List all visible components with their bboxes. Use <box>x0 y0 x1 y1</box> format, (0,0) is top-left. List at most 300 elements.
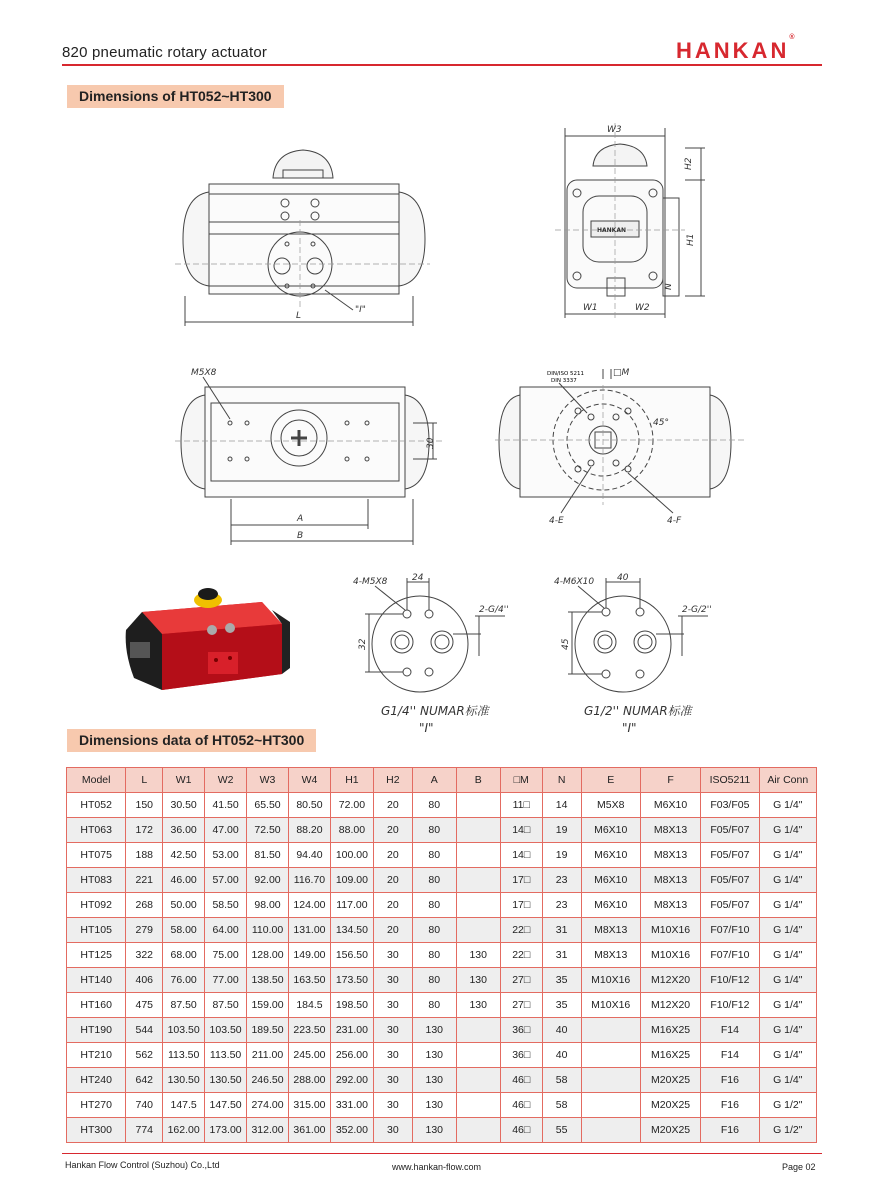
table-cell: G 1/2" <box>759 1118 816 1143</box>
table-cell: 20 <box>373 868 412 893</box>
table-cell: 80 <box>412 993 456 1018</box>
dim-a-label: A <box>297 514 304 524</box>
table-cell: 19 <box>542 843 581 868</box>
table-cell: 274.00 <box>247 1093 289 1118</box>
col-header: A <box>412 768 456 793</box>
right-port-label: 2-G/2'' <box>682 605 712 615</box>
table-cell: 130 <box>412 1018 456 1043</box>
table-cell: HT092 <box>67 893 126 918</box>
table-cell: M8X13 <box>581 918 640 943</box>
table-cell: 80 <box>412 843 456 868</box>
table-cell: HT052 <box>67 793 126 818</box>
table-cell <box>581 1043 640 1068</box>
col-header: E <box>581 768 640 793</box>
table-cell: HT063 <box>67 818 126 843</box>
table-cell: 98.00 <box>247 893 289 918</box>
left-thread-label: 4-M5X8 <box>353 577 388 587</box>
table-cell: 30.50 <box>163 793 205 818</box>
table-cell: 22□ <box>500 943 542 968</box>
top-view-drawing <box>175 365 445 550</box>
col-header: W2 <box>205 768 247 793</box>
table-cell: 774 <box>126 1118 163 1143</box>
product-photo <box>122 582 292 702</box>
left-port-label: 2-G/4'' <box>479 605 509 615</box>
table-cell: 352.00 <box>330 1118 373 1143</box>
col-header: W4 <box>288 768 330 793</box>
table-cell: 100.00 <box>330 843 373 868</box>
table-cell: M6X10 <box>581 843 640 868</box>
front-view-drawing <box>175 140 430 330</box>
table-row <box>67 893 817 918</box>
table-cell: 31 <box>542 918 581 943</box>
hole-4f-label: 4-F <box>667 516 682 526</box>
table-cell: 58.00 <box>163 918 205 943</box>
table-cell: 288.00 <box>288 1068 330 1093</box>
table-cell: 64.00 <box>205 918 247 943</box>
right-height-label: 45 <box>561 638 571 650</box>
table-cell: 46□ <box>500 1118 542 1143</box>
table-cell: 256.00 <box>330 1043 373 1068</box>
col-header: Air Conn <box>759 768 816 793</box>
dimensions-table <box>66 767 817 1143</box>
col-header: N <box>542 768 581 793</box>
detail-i-half-inch <box>548 572 728 742</box>
table-cell: 562 <box>126 1043 163 1068</box>
table-row <box>67 968 817 993</box>
table-cell: 68.00 <box>163 943 205 968</box>
table-cell: F14 <box>701 1043 759 1068</box>
table-cell: 172 <box>126 818 163 843</box>
table-row <box>67 918 817 943</box>
table-cell: 103.50 <box>163 1018 205 1043</box>
table-cell: M12X20 <box>640 968 700 993</box>
table-cell: M8X13 <box>640 868 700 893</box>
col-header: L <box>126 768 163 793</box>
table-cell: M8X13 <box>640 893 700 918</box>
table-cell: 94.40 <box>288 843 330 868</box>
table-cell: G 1/4" <box>759 893 816 918</box>
table-cell: F05/F07 <box>701 818 759 843</box>
dim-b-label: B <box>297 531 304 541</box>
table-cell: 188 <box>126 843 163 868</box>
table-cell: 36□ <box>500 1043 542 1068</box>
table-cell: F03/F05 <box>701 793 759 818</box>
table-cell: 46.00 <box>163 868 205 893</box>
table-cell: G 1/4" <box>759 843 816 868</box>
section-label-data: Dimensions data of HT052~HT300 <box>67 729 316 752</box>
table-cell: 57.00 <box>205 868 247 893</box>
table-cell: 80 <box>412 918 456 943</box>
table-cell: 113.50 <box>205 1043 247 1068</box>
table-row <box>67 1018 817 1043</box>
table-cell: 88.20 <box>288 818 330 843</box>
table-cell: 147.50 <box>205 1093 247 1118</box>
table-cell: 53.00 <box>205 843 247 868</box>
table-cell: 17□ <box>500 868 542 893</box>
hole-4e-label: 4-E <box>549 516 564 526</box>
table-cell: 88.00 <box>330 818 373 843</box>
table-cell <box>456 868 500 893</box>
table-cell <box>456 843 500 868</box>
table-cell: 159.00 <box>247 993 289 1018</box>
table-cell: 130.50 <box>163 1068 205 1093</box>
angle-45-label: 45° <box>653 418 669 428</box>
table-cell: 134.50 <box>330 918 373 943</box>
table-cell: 14 <box>542 793 581 818</box>
table-cell: 75.00 <box>205 943 247 968</box>
table-cell: 156.50 <box>330 943 373 968</box>
nameplate-brand: HANKAN <box>597 227 627 234</box>
table-cell: 58 <box>542 1068 581 1093</box>
table-cell: 30 <box>373 1068 412 1093</box>
col-header: Model <box>67 768 126 793</box>
table-cell: 322 <box>126 943 163 968</box>
footer-company: Hankan Flow Control (Suzhou) Co.,Ltd <box>65 1160 220 1170</box>
table-cell: 17□ <box>500 893 542 918</box>
table-cell: 130 <box>456 943 500 968</box>
table-cell: HT140 <box>67 968 126 993</box>
table-cell: HT210 <box>67 1043 126 1068</box>
table-cell: 27□ <box>500 968 542 993</box>
table-cell: 30 <box>373 1018 412 1043</box>
left-caption: G1/4'' NUMAR标准 <box>381 704 489 718</box>
table-cell: 130 <box>456 968 500 993</box>
table-cell: 315.00 <box>288 1093 330 1118</box>
table-cell: HT240 <box>67 1068 126 1093</box>
table-cell: 130.50 <box>205 1068 247 1093</box>
dim-h2-label: H2 <box>684 157 694 170</box>
table-cell <box>456 1118 500 1143</box>
table-cell: HT075 <box>67 843 126 868</box>
table-cell: G 1/4" <box>759 1068 816 1093</box>
table-cell: 23 <box>542 893 581 918</box>
table-cell: F10/F12 <box>701 968 759 993</box>
table-cell: 42.50 <box>163 843 205 868</box>
table-cell: 31 <box>542 943 581 968</box>
table-cell: 35 <box>542 968 581 993</box>
registered-mark: ® <box>789 34 795 41</box>
table-cell: M16X25 <box>640 1018 700 1043</box>
dim-n-label: N <box>664 283 674 290</box>
table-cell: 36□ <box>500 1018 542 1043</box>
table-cell: 81.50 <box>247 843 289 868</box>
table-cell: 361.00 <box>288 1118 330 1143</box>
logo-text: HANKAN <box>676 38 790 63</box>
table-cell: 198.50 <box>330 993 373 1018</box>
din3337-label: DIN 3337 <box>551 378 577 384</box>
table-cell <box>581 1018 640 1043</box>
table-cell: M5X8 <box>581 793 640 818</box>
din-iso-label: DIN/ISO 5211 <box>547 371 585 377</box>
table-cell: 149.00 <box>288 943 330 968</box>
table-cell: M10X16 <box>581 968 640 993</box>
table-cell <box>456 818 500 843</box>
table-cell: 80 <box>412 868 456 893</box>
table-cell: HT083 <box>67 868 126 893</box>
table-cell: HT105 <box>67 918 126 943</box>
table-cell: F16 <box>701 1068 759 1093</box>
table-cell <box>456 918 500 943</box>
col-header: H2 <box>373 768 412 793</box>
right-thread-label: 4-M6X10 <box>554 577 595 587</box>
table-cell <box>456 1018 500 1043</box>
left-width-label: 24 <box>412 573 424 583</box>
table-cell: 46□ <box>500 1093 542 1118</box>
table-cell: M8X13 <box>581 943 640 968</box>
table-cell: G 1/2" <box>759 1093 816 1118</box>
table-cell: 130 <box>412 1093 456 1118</box>
table-cell: G 1/4" <box>759 1018 816 1043</box>
table-cell: F16 <box>701 1093 759 1118</box>
table-cell: 87.50 <box>163 993 205 1018</box>
table-cell: 20 <box>373 843 412 868</box>
table-cell: 184.5 <box>288 993 330 1018</box>
table-cell: HT300 <box>67 1118 126 1143</box>
table-cell: 292.00 <box>330 1068 373 1093</box>
table-cell: 113.50 <box>163 1043 205 1068</box>
table-cell: 41.50 <box>205 793 247 818</box>
table-cell: M20X25 <box>640 1068 700 1093</box>
table-cell: 27□ <box>500 993 542 1018</box>
table-cell: 35 <box>542 993 581 1018</box>
table-cell: M12X20 <box>640 993 700 1018</box>
table-cell: 138.50 <box>247 968 289 993</box>
table-cell: M10X16 <box>640 943 700 968</box>
table-cell: 131.00 <box>288 918 330 943</box>
table-cell: 77.00 <box>205 968 247 993</box>
table-cell: 50.00 <box>163 893 205 918</box>
table-cell: G 1/4" <box>759 793 816 818</box>
table-cell <box>581 1118 640 1143</box>
table-cell: 30 <box>373 943 412 968</box>
footer-divider <box>62 1153 822 1154</box>
table-cell: 268 <box>126 893 163 918</box>
table-cell: HT270 <box>67 1093 126 1118</box>
table-cell: 189.50 <box>247 1018 289 1043</box>
table-cell: 223.50 <box>288 1018 330 1043</box>
table-cell: 475 <box>126 993 163 1018</box>
table-cell: 162.00 <box>163 1118 205 1143</box>
detail-i-label: "I" <box>355 305 366 315</box>
col-header: □M <box>500 768 542 793</box>
table-cell: 173.50 <box>330 968 373 993</box>
left-height-label: 32 <box>358 638 368 650</box>
table-row <box>67 1093 817 1118</box>
table-cell: M20X25 <box>640 1118 700 1143</box>
table-cell: 331.00 <box>330 1093 373 1118</box>
table-cell: 19 <box>542 818 581 843</box>
table-cell: 80 <box>412 818 456 843</box>
table-cell: M16X25 <box>640 1043 700 1068</box>
table-cell: 80 <box>412 893 456 918</box>
table-cell: M6X10 <box>581 868 640 893</box>
footer-website[interactable]: www.hankan-flow.com <box>392 1162 482 1172</box>
detail-i-quarter-inch <box>345 572 525 742</box>
table-cell: F05/F07 <box>701 868 759 893</box>
thread-m5x8-label: M5X8 <box>191 368 217 378</box>
table-cell: M6X10 <box>581 818 640 843</box>
table-cell: 55 <box>542 1118 581 1143</box>
table-cell: 22□ <box>500 918 542 943</box>
dim-30-label: 30 <box>426 437 436 449</box>
table-cell: F07/F10 <box>701 943 759 968</box>
table-cell: 87.50 <box>205 993 247 1018</box>
table-cell: 211.00 <box>247 1043 289 1068</box>
side-view-drawing <box>555 118 715 323</box>
table-cell: M10X16 <box>640 918 700 943</box>
dim-w1-label: W1 <box>583 303 598 313</box>
table-cell: G 1/4" <box>759 868 816 893</box>
table-cell <box>456 893 500 918</box>
table-row <box>67 818 817 843</box>
table-cell: 11□ <box>500 793 542 818</box>
table-cell: G 1/4" <box>759 943 816 968</box>
table-cell: 30 <box>373 1118 412 1143</box>
table-row <box>67 1068 817 1093</box>
table-cell: G 1/4" <box>759 993 816 1018</box>
right-width-label: 40 <box>617 573 629 583</box>
table-cell: 40 <box>542 1043 581 1068</box>
table-cell: F16 <box>701 1118 759 1143</box>
table-cell: F14 <box>701 1018 759 1043</box>
table-row <box>67 868 817 893</box>
table-cell: 36.00 <box>163 818 205 843</box>
table-cell: 740 <box>126 1093 163 1118</box>
brand-logo <box>676 34 795 64</box>
table-cell: 80.50 <box>288 793 330 818</box>
table-cell: 147.5 <box>163 1093 205 1118</box>
table-cell: G 1/4" <box>759 818 816 843</box>
table-row <box>67 943 817 968</box>
table-cell: 150 <box>126 793 163 818</box>
table-cell: 14□ <box>500 843 542 868</box>
table-cell: 124.00 <box>288 893 330 918</box>
table-cell: 30 <box>373 1093 412 1118</box>
section-label-dimensions: Dimensions of HT052~HT300 <box>67 85 284 108</box>
table-cell: 130 <box>412 1068 456 1093</box>
table-cell: 30 <box>373 968 412 993</box>
table-cell: 23 <box>542 868 581 893</box>
table-cell: HT125 <box>67 943 126 968</box>
table-row <box>67 843 817 868</box>
right-sub-caption: "I" <box>622 721 637 735</box>
table-cell: G 1/4" <box>759 968 816 993</box>
right-caption: G1/2'' NUMAR标准 <box>584 704 692 718</box>
table-cell: 58 <box>542 1093 581 1118</box>
table-cell: 47.00 <box>205 818 247 843</box>
table-cell: 92.00 <box>247 868 289 893</box>
dim-l-label: L <box>296 311 302 321</box>
table-cell: M6X10 <box>640 793 700 818</box>
table-cell: M6X10 <box>581 893 640 918</box>
table-cell: 130 <box>412 1043 456 1068</box>
table-cell: 110.00 <box>247 918 289 943</box>
table-cell: 30 <box>373 1043 412 1068</box>
table-cell: 103.50 <box>205 1018 247 1043</box>
col-header: W1 <box>163 768 205 793</box>
table-cell: HT190 <box>67 1018 126 1043</box>
table-cell: 312.00 <box>247 1118 289 1143</box>
dim-h1-label: H1 <box>686 233 696 246</box>
table-cell: M10X16 <box>581 993 640 1018</box>
table-cell <box>581 1068 640 1093</box>
table-cell: 109.00 <box>330 868 373 893</box>
table-cell: F05/F07 <box>701 893 759 918</box>
table-cell: 40 <box>542 1018 581 1043</box>
table-cell: 46□ <box>500 1068 542 1093</box>
table-cell: 72.50 <box>247 818 289 843</box>
table-cell: 130 <box>412 1118 456 1143</box>
col-header: F <box>640 768 700 793</box>
table-cell: 30 <box>373 993 412 1018</box>
table-cell: 58.50 <box>205 893 247 918</box>
left-sub-caption: "I" <box>419 721 434 735</box>
table-cell: 80 <box>412 968 456 993</box>
table-cell: 231.00 <box>330 1018 373 1043</box>
table-cell: 65.50 <box>247 793 289 818</box>
header-divider <box>62 64 822 66</box>
col-header: ISO5211 <box>701 768 759 793</box>
table-cell: 130 <box>456 993 500 1018</box>
table-cell: 20 <box>373 893 412 918</box>
table-cell: F05/F07 <box>701 843 759 868</box>
page-number: Page 02 <box>782 1162 816 1172</box>
table-cell: 20 <box>373 918 412 943</box>
table-cell: HT160 <box>67 993 126 1018</box>
table-cell: 544 <box>126 1018 163 1043</box>
table-row <box>67 1043 817 1068</box>
square-m-label: □M <box>613 368 630 378</box>
table-cell: F07/F10 <box>701 918 759 943</box>
table-cell: 406 <box>126 968 163 993</box>
table-cell: M20X25 <box>640 1093 700 1118</box>
table-cell: M8X13 <box>640 843 700 868</box>
table-cell <box>456 1068 500 1093</box>
table-cell: 128.00 <box>247 943 289 968</box>
table-cell <box>456 793 500 818</box>
table-header-row <box>67 768 817 793</box>
table-cell <box>456 1093 500 1118</box>
table-cell: 163.50 <box>288 968 330 993</box>
table-cell: 246.50 <box>247 1068 289 1093</box>
table-cell: 14□ <box>500 818 542 843</box>
bottom-view-drawing <box>495 365 745 530</box>
table-cell: 80 <box>412 943 456 968</box>
table-cell: 20 <box>373 818 412 843</box>
table-cell: 173.00 <box>205 1118 247 1143</box>
table-cell: 80 <box>412 793 456 818</box>
dim-w2-label: W2 <box>635 303 650 313</box>
col-header: B <box>456 768 500 793</box>
col-header: H1 <box>330 768 373 793</box>
col-header: W3 <box>247 768 289 793</box>
table-cell: F10/F12 <box>701 993 759 1018</box>
table-cell: 72.00 <box>330 793 373 818</box>
table-cell: 642 <box>126 1068 163 1093</box>
table-row <box>67 993 817 1018</box>
table-cell: M8X13 <box>640 818 700 843</box>
document-title: 820 pneumatic rotary actuator <box>62 44 268 61</box>
table-cell: 20 <box>373 793 412 818</box>
table-cell: 116.70 <box>288 868 330 893</box>
table-cell: 279 <box>126 918 163 943</box>
table-cell: 117.00 <box>330 893 373 918</box>
table-cell: 76.00 <box>163 968 205 993</box>
table-cell: G 1/4" <box>759 1043 816 1068</box>
table-cell <box>581 1093 640 1118</box>
table-row <box>67 1118 817 1143</box>
table-cell: 245.00 <box>288 1043 330 1068</box>
